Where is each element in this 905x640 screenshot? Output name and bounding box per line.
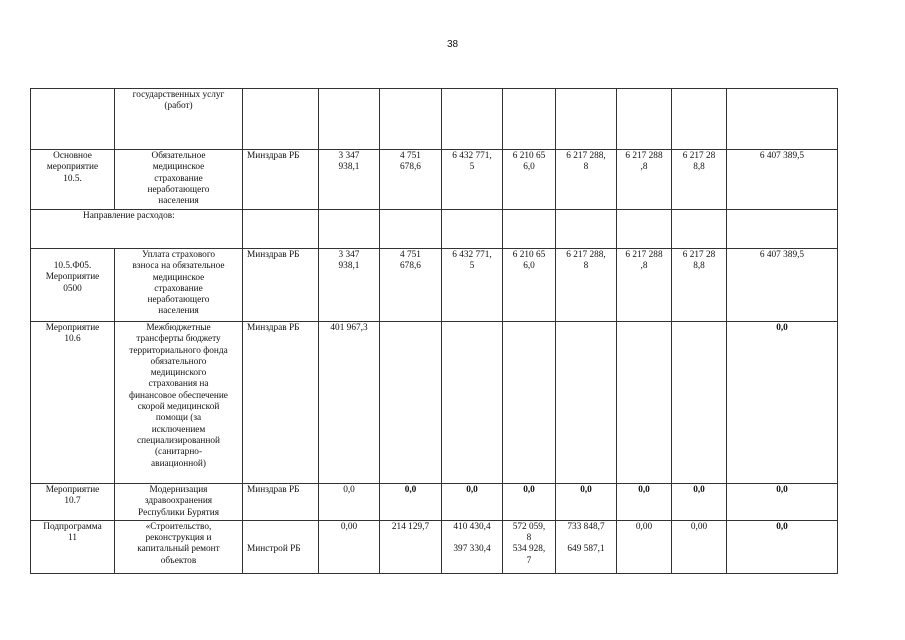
description-cell: Межбюджетные трансферты бюджету территориального фонда обязательного медицинского страхования на финансовое обеспечение скорой медицинской помощи (за исключением специализированной (санитарно- авиационной)	[115, 322, 243, 484]
value-cell	[319, 210, 380, 249]
table-row	[31, 520, 838, 573]
row-label-cell: Основное мероприятие 10.5.	[31, 150, 115, 210]
description-cell: государственных услуг (работ)	[115, 89, 243, 150]
value-cell: 3 347 938,1	[319, 150, 380, 210]
value-cell	[556, 89, 617, 150]
total-cell: 6 407 389,5	[727, 150, 838, 210]
row-label-cell: Мероприятие 10.6	[31, 322, 115, 484]
row-label-cell: Подпрограмма 11	[31, 520, 115, 573]
executor-cell: Минздрав РБ	[243, 249, 319, 322]
table-row	[31, 322, 838, 484]
value-cell: 0,0	[380, 484, 442, 521]
value-cell	[442, 89, 503, 150]
value-cell: 6 217 288, 8	[556, 150, 617, 210]
row-label-cell: 10.5.Ф05. Мероприятие 0500	[31, 249, 115, 322]
value-cell: 0,0	[556, 484, 617, 521]
value-cell: 6 217 28 8,8	[672, 150, 727, 210]
executor-cell	[243, 210, 319, 249]
total-cell: 0,0	[727, 484, 838, 521]
value-cell: 6 217 288 ,8	[617, 150, 672, 210]
row-label-cell	[31, 89, 115, 150]
value-cell: 410 430,4 397 330,4	[442, 520, 503, 573]
value-cell: 4 751 678,6	[380, 249, 442, 322]
value-cell: 214 129,7	[380, 520, 442, 573]
value-cell	[672, 210, 727, 249]
value-cell: 0,0	[503, 484, 556, 521]
value-cell	[672, 89, 727, 150]
row-label-cell: Мероприятие 10.7	[31, 484, 115, 521]
description-cell: «Строительство, реконструкция и капитальный ремонт объектов	[115, 520, 243, 573]
table-row	[31, 89, 838, 150]
value-cell	[380, 89, 442, 150]
value-cell: 6 217 28 8,8	[672, 249, 727, 322]
value-cell: 6 217 288, 8	[556, 249, 617, 322]
executor-cell	[243, 89, 319, 150]
executor-cell: Минздрав РБ	[243, 484, 319, 521]
executor-cell: Минздрав РБ	[243, 150, 319, 210]
value-cell	[617, 322, 672, 484]
value-cell: 6 210 65 6,0	[503, 150, 556, 210]
total-cell	[727, 89, 838, 150]
description-cell: Обязательное медицинское страхование неработающего населения	[115, 150, 243, 210]
value-cell	[442, 322, 503, 484]
description-cell: Уплата страхового взноса на обязательное медицинское страхование неработающего населения	[115, 249, 243, 322]
value-cell	[380, 322, 442, 484]
executor-cell: Минстрой РБ	[243, 520, 319, 573]
value-cell: 6 432 771, 5	[442, 249, 503, 322]
value-cell	[672, 322, 727, 484]
budget-table	[30, 88, 838, 574]
value-cell: 0,00	[319, 520, 380, 573]
value-cell	[503, 89, 556, 150]
value-cell: 572 059, 8 534 928, 7	[503, 520, 556, 573]
value-cell: 0,00	[672, 520, 727, 573]
value-cell: 6 432 771, 5	[442, 150, 503, 210]
value-cell	[617, 89, 672, 150]
value-cell: 6 217 288 ,8	[617, 249, 672, 322]
table-row	[31, 150, 838, 210]
total-cell: 0,0	[727, 322, 838, 484]
value-cell	[556, 210, 617, 249]
value-cell: 0,00	[617, 520, 672, 573]
value-cell	[319, 89, 380, 150]
value-cell: 0,0	[442, 484, 503, 521]
section-band-label: Направление расходов:	[31, 210, 243, 249]
total-cell: 6 407 389,5	[727, 249, 838, 322]
page-number: 38	[446, 39, 459, 50]
table-row	[31, 210, 838, 249]
total-cell	[727, 210, 838, 249]
value-cell	[503, 210, 556, 249]
value-cell: 733 848,7 649 587,1	[556, 520, 617, 573]
value-cell: 6 210 65 6,0	[503, 249, 556, 322]
table-row	[31, 249, 838, 322]
total-cell: 0,0	[727, 520, 838, 573]
value-cell	[617, 210, 672, 249]
value-cell: 0,0	[617, 484, 672, 521]
description-cell: Модернизация здравоохранения Республики Бурятия	[115, 484, 243, 521]
table-row	[31, 484, 838, 521]
value-cell: 4 751 678,6	[380, 150, 442, 210]
value-cell	[556, 322, 617, 484]
value-cell: 3 347 938,1	[319, 249, 380, 322]
executor-cell: Минздрав РБ	[243, 322, 319, 484]
value-cell	[442, 210, 503, 249]
value-cell	[503, 322, 556, 484]
value-cell	[380, 210, 442, 249]
value-cell: 0,0	[319, 484, 380, 521]
value-cell: 401 967,3	[319, 322, 380, 484]
value-cell: 0,0	[672, 484, 727, 521]
